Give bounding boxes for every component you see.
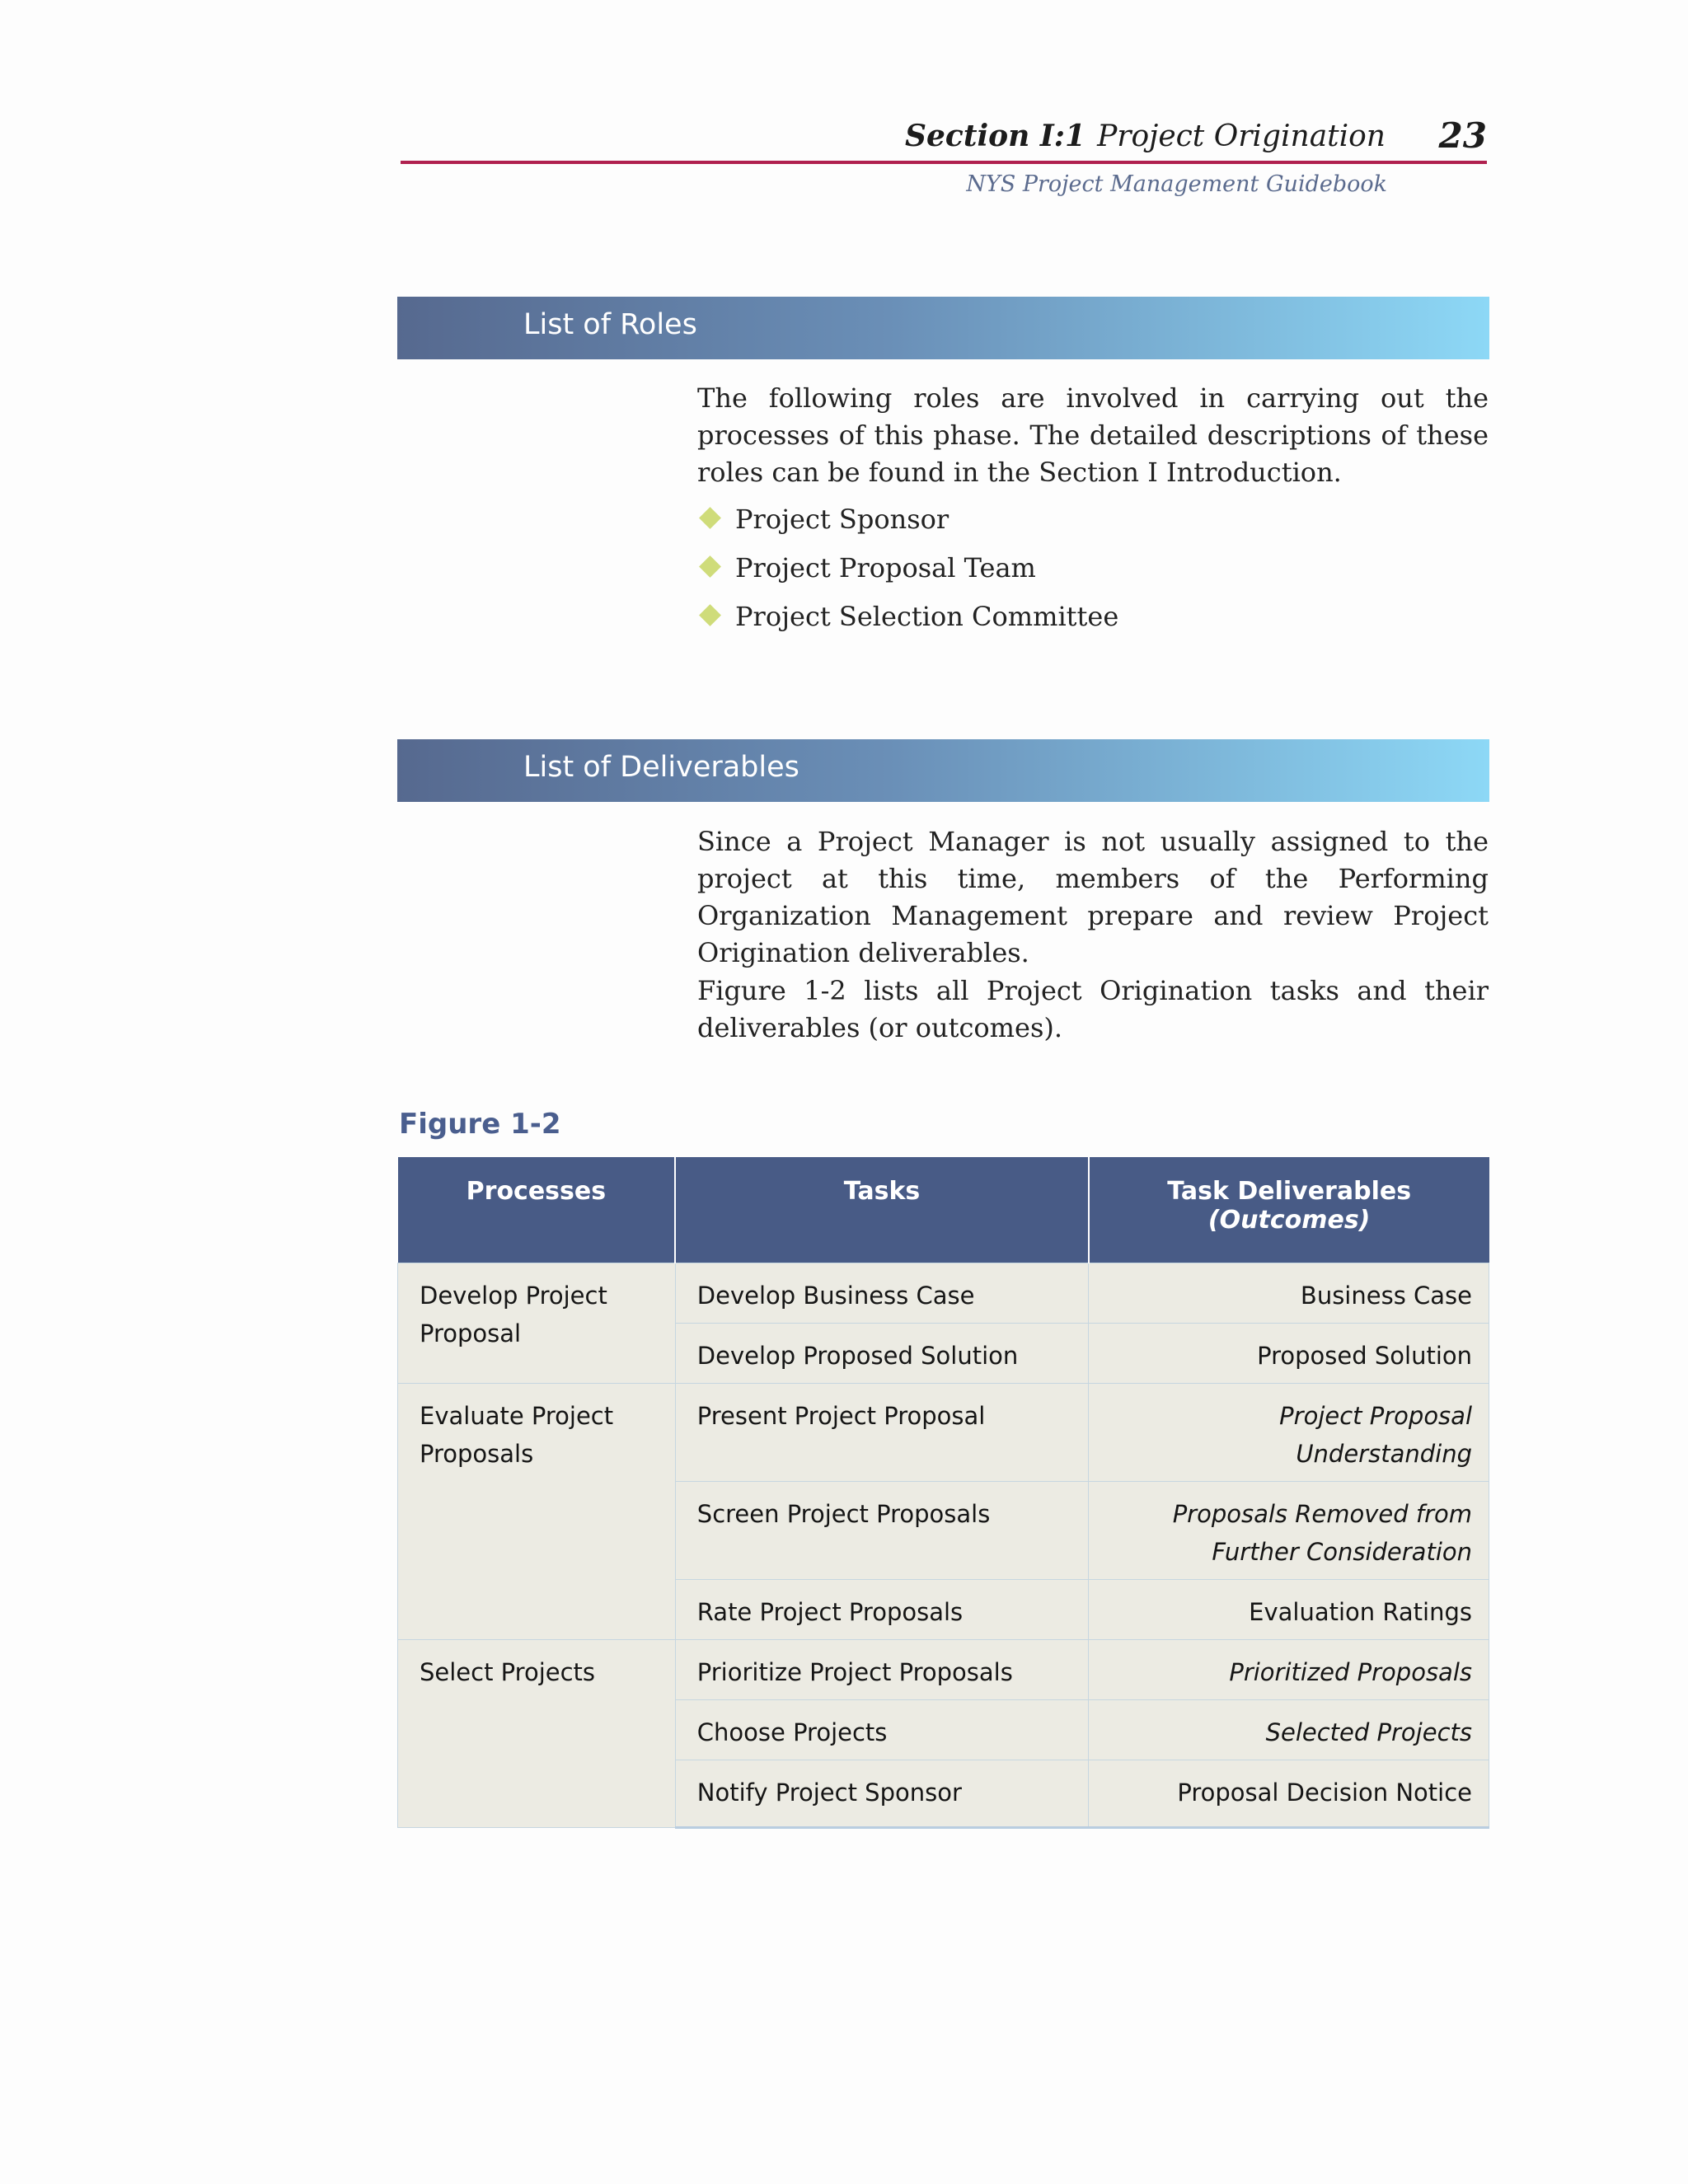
deliverables-para-2: Figure 1-2 lists all Project Origination tasks and their deliverables (or outcomes).: [697, 975, 1489, 1043]
list-item: Project Selection Committee: [697, 598, 1439, 646]
deliverable-cell: Prioritized Proposals: [1089, 1639, 1489, 1699]
process-cell: Develop Project Proposal: [398, 1263, 676, 1383]
process-cell: Evaluate Project Proposals: [398, 1383, 676, 1639]
deliverables-heading: List of Deliverables: [523, 751, 799, 784]
task-cell: Prioritize Project Proposals: [675, 1639, 1089, 1699]
table-row: [398, 1383, 1489, 1481]
section-label: Section I:1: [905, 119, 1086, 153]
section-title: [905, 119, 1386, 153]
diamond-bullet-icon: [699, 555, 721, 578]
running-header: [401, 115, 1487, 165]
column-header-deliverables: Task Deliverables (Outcomes): [1089, 1157, 1489, 1263]
list-item: Project Sponsor: [697, 500, 1439, 549]
task-cell: Choose Projects: [675, 1699, 1089, 1760]
deliverables-para-1: Since a Project Manager is not usually assigned to the project at this time, members of the Performing Organization Management prepare and review Project Origination deliverables.: [697, 826, 1489, 968]
deliverable-cell: Proposal Decision Notice: [1089, 1760, 1489, 1827]
roles-heading: List of Roles: [523, 308, 697, 341]
deliverable-cell: Proposals Removed from Further Consideration: [1089, 1481, 1489, 1579]
header-rule: [401, 161, 1487, 164]
diamond-bullet-icon: [699, 604, 721, 626]
roles-intro: The following roles are involved in carrying out the processes of this phase. The detailed descriptions of these roles can be found in the Section I Introduction.: [697, 382, 1489, 488]
column-header-processes: Processes: [398, 1157, 676, 1263]
deliverable-cell: Business Case: [1089, 1263, 1489, 1323]
figure-label: Figure 1-2: [399, 1108, 561, 1141]
roles-banner: [397, 297, 1489, 359]
task-cell: Notify Project Sponsor: [675, 1760, 1089, 1827]
task-cell: Screen Project Proposals: [675, 1481, 1089, 1579]
task-cell: Present Project Proposal: [675, 1383, 1089, 1481]
page-number: 23: [1438, 115, 1487, 156]
task-cell: Develop Proposed Solution: [675, 1323, 1089, 1383]
section-name: Project Origination: [1097, 120, 1386, 153]
roles-list: [697, 500, 1439, 646]
task-cell: Rate Project Proposals: [675, 1579, 1089, 1639]
deliverable-cell: Selected Projects: [1089, 1699, 1489, 1760]
deliverables-banner: [397, 739, 1489, 802]
task-cell: Develop Business Case: [675, 1263, 1089, 1323]
table-row: [398, 1639, 1489, 1699]
process-cell: Select Projects: [398, 1639, 676, 1827]
tasks-table: [397, 1157, 1489, 1829]
deliverable-cell: Project Proposal Understanding: [1089, 1383, 1489, 1481]
diamond-bullet-icon: [699, 507, 721, 529]
table-row: [398, 1263, 1489, 1323]
table-header-row: [398, 1157, 1489, 1263]
deliverable-cell: Proposed Solution: [1089, 1323, 1489, 1383]
deliverable-cell: Evaluation Ratings: [1089, 1579, 1489, 1639]
list-item: Project Proposal Team: [697, 549, 1439, 598]
column-header-tasks: Tasks: [675, 1157, 1089, 1263]
guidebook-title: NYS Project Management Guidebook: [966, 171, 1387, 197]
